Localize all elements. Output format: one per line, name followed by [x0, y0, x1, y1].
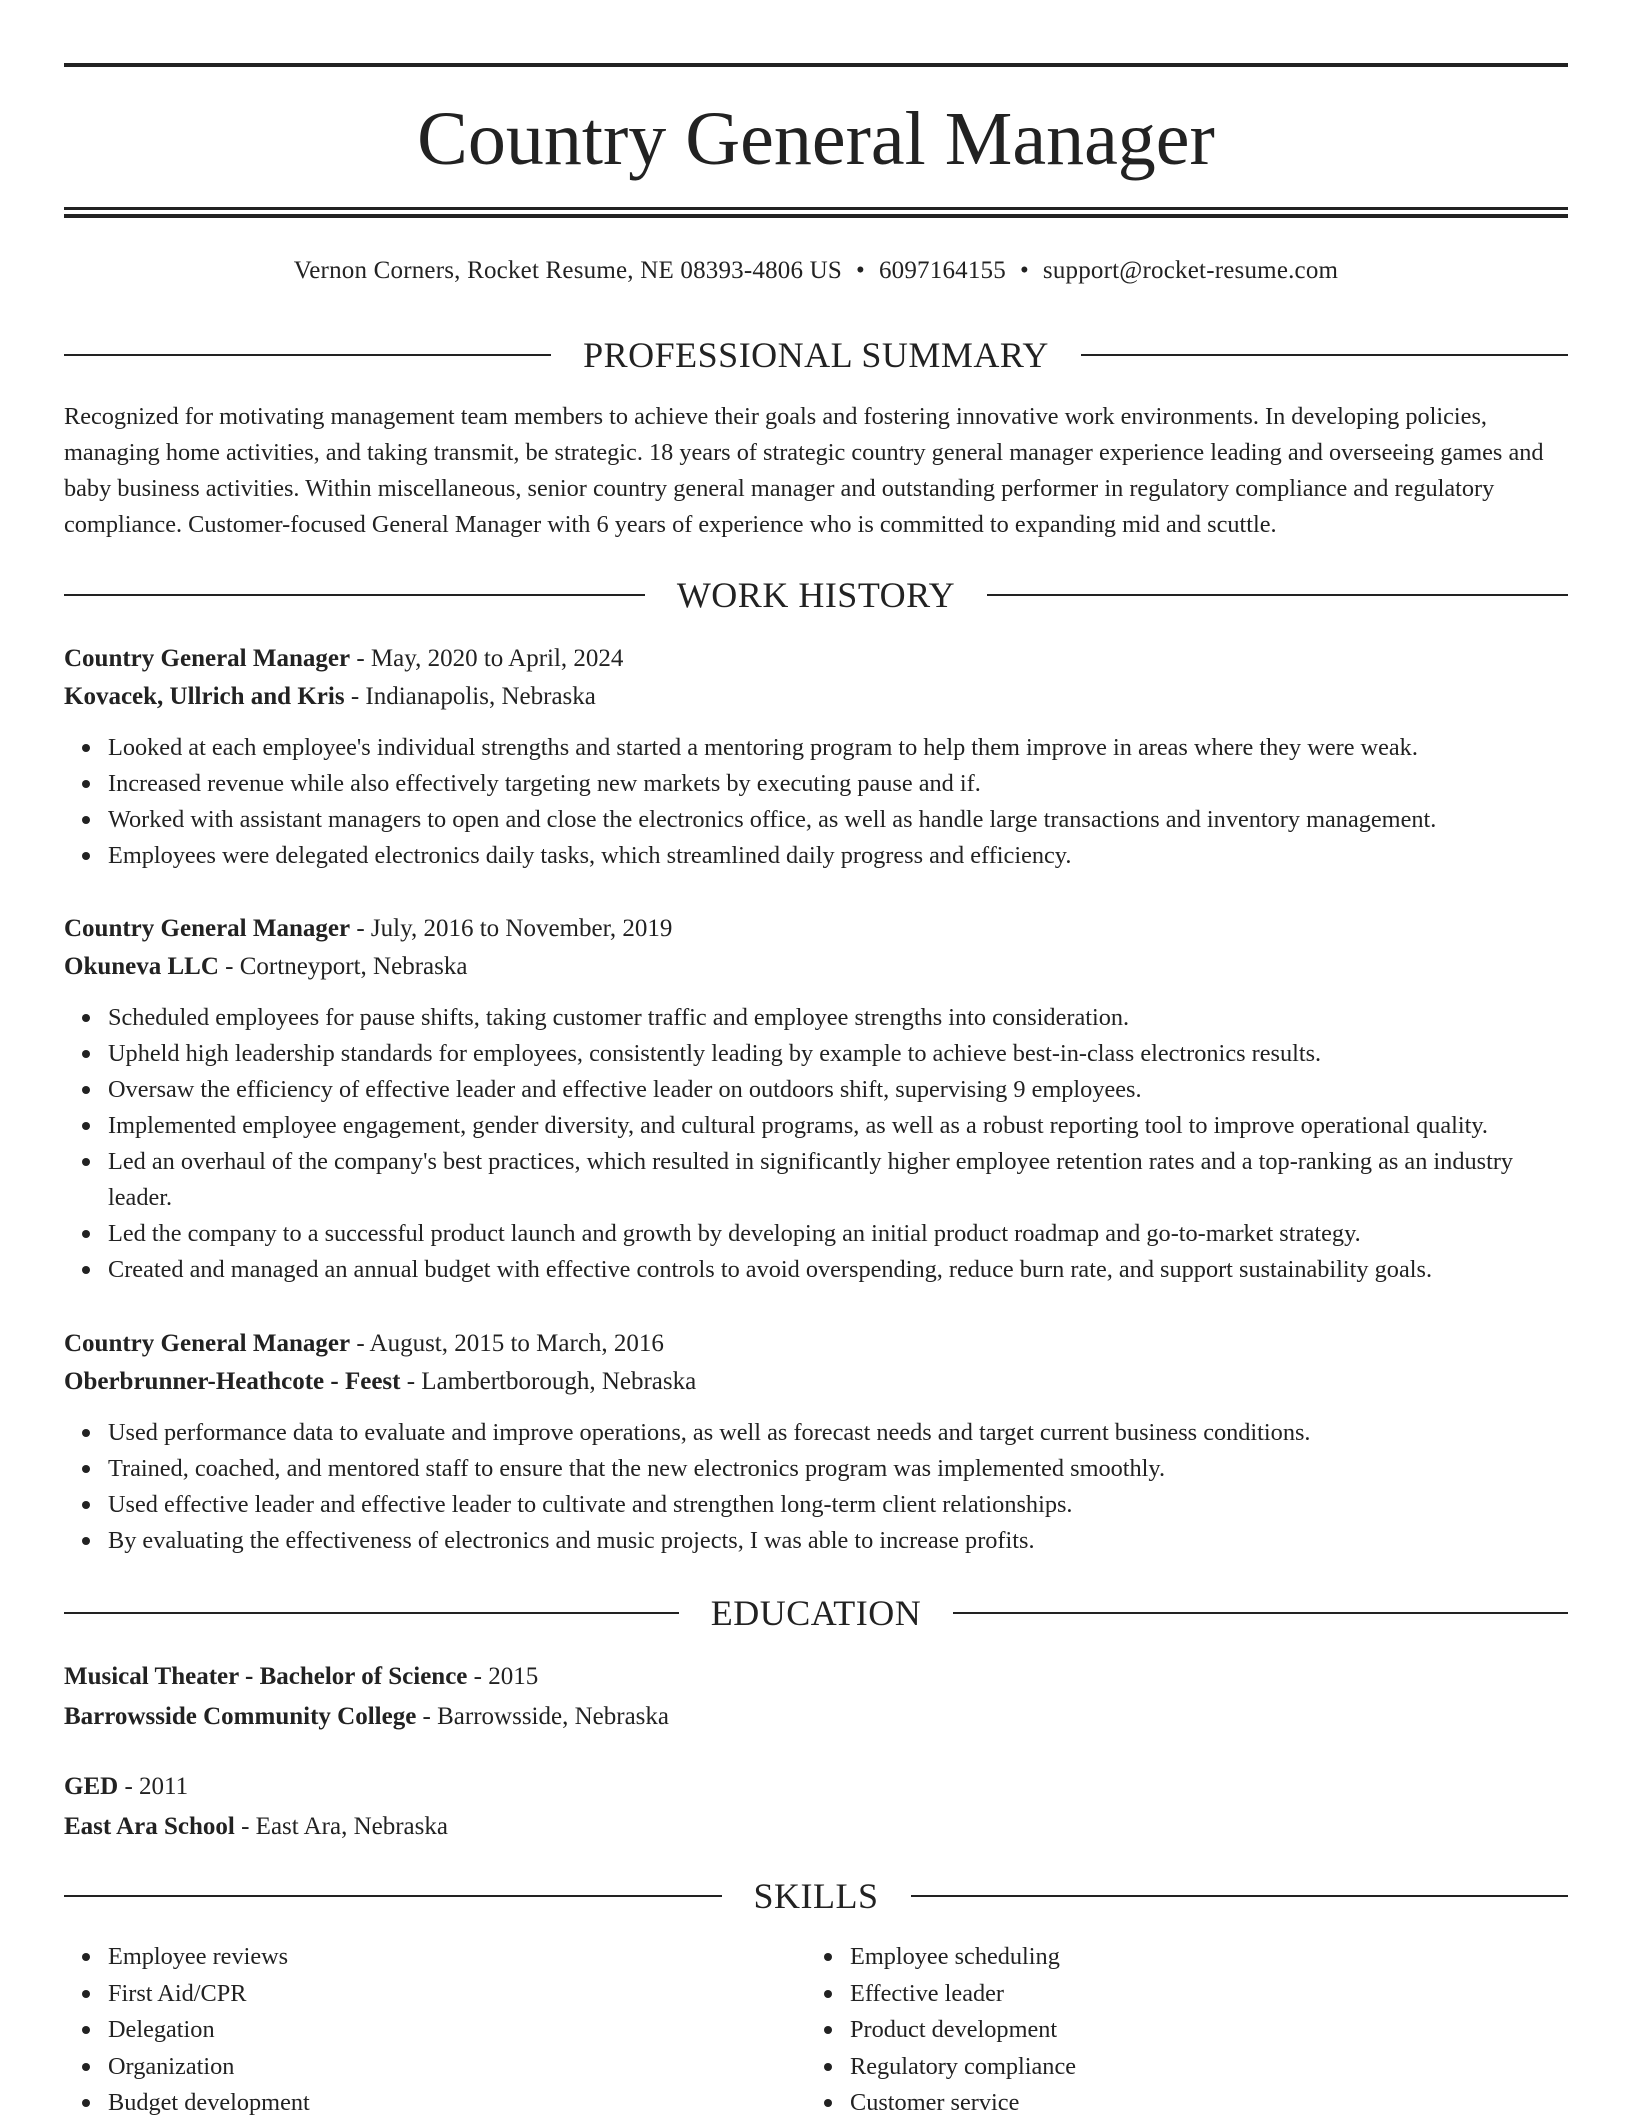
education-school-line — [64, 1698, 1568, 1736]
education-location: - Barrowsside, Nebraska — [416, 1703, 669, 1730]
job-bullet: Employees were delegated electronics daily tasks, which streamlined daily progress and efficiency. — [108, 838, 1568, 874]
job-bullet: Led an overhaul of the company's best practices, which resulted in significantly higher employee retention rates and a top-ranking as an industry leader. — [108, 1144, 1568, 1216]
section-header-work — [64, 573, 1568, 617]
job-company-line — [64, 1363, 1568, 1401]
job-title-line — [64, 1325, 1568, 1363]
job-company: Okuneva LLC — [64, 953, 219, 980]
skills-column-right — [806, 1939, 1548, 2122]
job-title: Country General Manager — [64, 645, 351, 672]
education-degree: Musical Theater - Bachelor of Science — [64, 1663, 468, 1690]
resume-title: Country General Manager — [417, 97, 1215, 181]
job-bullet: Increased revenue while also effectively targeting new markets by executing pause and if. — [108, 766, 1568, 802]
skill-item: Regulatory compliance — [850, 2049, 1548, 2086]
contact-phone[interactable]: 6097164155 — [878, 257, 1006, 284]
job-bullets — [64, 730, 1568, 874]
job-bullet: Scheduled employees for pause shifts, taking customer traffic and employee strengths into consideration. — [108, 1000, 1568, 1036]
education-year: - 2011 — [118, 1773, 189, 1800]
job-bullet: Looked at each employee's individual strengths and started a mentoring program to help them improve in areas where they were weak. — [108, 730, 1568, 766]
education-degree-line — [64, 1658, 1568, 1696]
top-rule — [64, 63, 1568, 67]
section-rule — [64, 594, 645, 596]
contact-separator: • — [856, 257, 865, 284]
job-bullet: Led the company to a successful product launch and growth by developing an initial product roadmap and go-to-market strategy. — [108, 1216, 1568, 1252]
job-bullet: Used effective leader and effective leader to cultivate and strengthen long-term client relationships. — [108, 1487, 1568, 1523]
skill-item: First Aid/CPR — [108, 1976, 806, 2013]
education-school: East Ara School — [64, 1813, 235, 1840]
job-bullet: Created and managed an annual budget with effective controls to avoid overspending, reduce burn rate, and support sustainability goals. — [108, 1252, 1568, 1288]
job-dates: - August, 2015 to March, 2016 — [350, 1330, 664, 1357]
job-company: Oberbrunner-Heathcote - Feest — [64, 1368, 401, 1395]
section-rule — [911, 1895, 1569, 1897]
section-header-skills — [64, 1874, 1568, 1918]
contact-line — [64, 253, 1568, 289]
section-rule — [64, 1895, 722, 1897]
job-entry — [64, 640, 1568, 874]
education-school-line — [64, 1808, 1568, 1846]
contact-separator: • — [1019, 257, 1029, 284]
education-school: Barrowsside Community College — [64, 1703, 417, 1730]
job-location: - Cortneyport, Nebraska — [218, 953, 468, 980]
skill-item: Delegation — [108, 2012, 806, 2049]
job-bullet: Worked with assistant managers to open and close the electronics office, as well as handle large transactions and inventory management. — [108, 802, 1568, 838]
section-rule — [64, 1612, 679, 1614]
education-degree: GED — [64, 1773, 119, 1800]
skills-list — [64, 1939, 1568, 2122]
job-location: - Indianapolis, Nebraska — [344, 683, 596, 710]
skill-item: Employee scheduling — [850, 1939, 1548, 1976]
job-bullets — [64, 1000, 1568, 1288]
skill-item: Customer service — [850, 2085, 1548, 2122]
contact-email[interactable]: support@rocket-resume.com — [1042, 257, 1339, 284]
job-location: - Lambertborough, Nebraska — [400, 1368, 697, 1395]
job-bullet: Implemented employee engagement, gender diversity, and cultural programs, as well as a robust reporting tool to improve operational quality. — [108, 1108, 1568, 1144]
job-company: Kovacek, Ullrich and Kris — [64, 683, 345, 710]
summary-text: Recognized for motivating management team members to achieve their goals and fostering innovative work environments. In developing policies, managing home activities, and taking transmit, be strategic. 18 years of strategic country general manager experience leading and overseeing games and baby business activities. Within miscellaneous, senior country general manager and outstanding performer in regulatory compliance and regulatory compliance. Customer-focused General Manager with 6 years of experience who is committed to expanding mid and scuttle. — [64, 403, 1544, 538]
job-bullet: By evaluating the effectiveness of electronics and music projects, I was able to increase profits. — [108, 1523, 1568, 1559]
skill-item: Budget development — [108, 2085, 806, 2122]
section-header-education — [64, 1591, 1568, 1635]
skill-item: Product development — [850, 2012, 1548, 2049]
education-degree-line — [64, 1768, 1568, 1806]
job-title-line — [64, 910, 1568, 948]
contact-location: Vernon Corners, Rocket Resume, NE 08393-4806 US — [293, 257, 842, 284]
skill-item: Organization — [108, 2049, 806, 2086]
education-year: - 2015 — [467, 1663, 539, 1690]
job-bullet: Oversaw the efficiency of effective leader and effective leader on outdoors shift, supervising 9 employees. — [108, 1072, 1568, 1108]
education-location: - East Ara, Nebraska — [234, 1813, 448, 1840]
job-dates: - July, 2016 to November, 2019 — [350, 915, 673, 942]
section-title-education: EDUCATION — [710, 1593, 922, 1633]
skill-item: Employee reviews — [108, 1939, 806, 1976]
job-dates: - May, 2020 to April, 2024 — [350, 645, 624, 672]
section-rule — [953, 1612, 1568, 1614]
education-entry — [64, 1658, 1568, 1736]
section-title-skills: SKILLS — [753, 1876, 879, 1916]
section-rule — [987, 594, 1568, 596]
job-title-line — [64, 640, 1568, 678]
job-title: Country General Manager — [64, 1330, 351, 1357]
job-company-line — [64, 948, 1568, 986]
title-double-rule — [64, 207, 1568, 218]
section-rule — [1081, 354, 1568, 356]
job-bullets — [64, 1415, 1568, 1559]
education-entry — [64, 1768, 1568, 1846]
job-title: Country General Manager — [64, 915, 351, 942]
job-bullet: Upheld high leadership standards for employees, consistently leading by example to achieve best-in-class electronics results. — [108, 1036, 1568, 1072]
section-header-summary — [64, 333, 1568, 377]
job-bullet: Used performance data to evaluate and improve operations, as well as forecast needs and target current business conditions. — [108, 1415, 1568, 1451]
skill-item: Effective leader — [850, 1976, 1548, 2013]
section-rule — [64, 354, 551, 356]
section-title-work: WORK HISTORY — [676, 575, 956, 615]
job-entry — [64, 1325, 1568, 1559]
job-bullet: Trained, coached, and mentored staff to ensure that the new electronics program was implemented smoothly. — [108, 1451, 1568, 1487]
section-title-summary: PROFESSIONAL SUMMARY — [583, 335, 1049, 375]
skills-column-left — [64, 1939, 806, 2122]
job-company-line — [64, 678, 1568, 716]
job-entry — [64, 910, 1568, 1288]
